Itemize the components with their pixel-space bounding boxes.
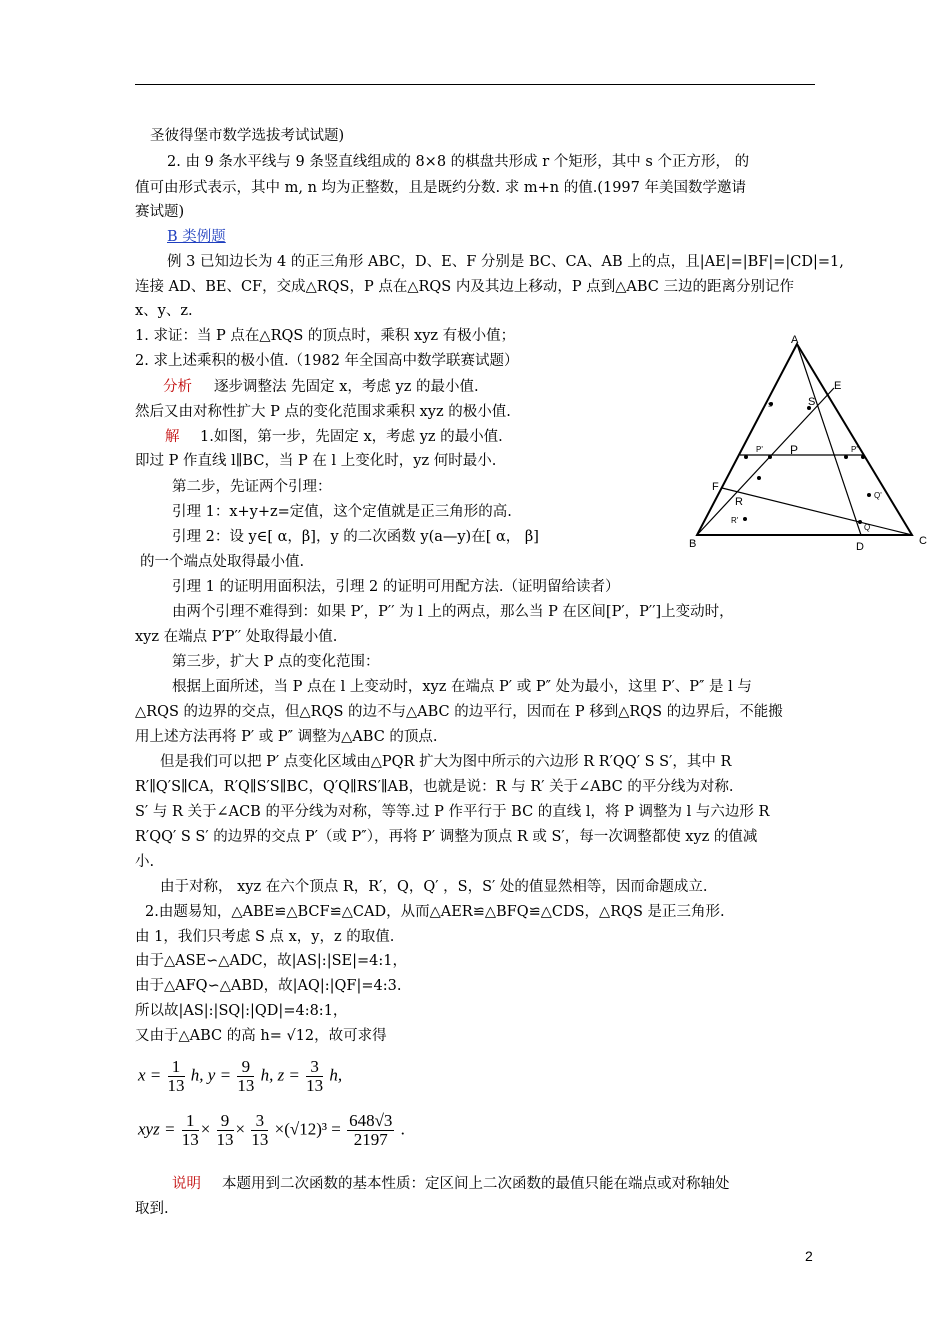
solution-label: 解 [165, 429, 180, 445]
text-line: 赛试题) [135, 204, 185, 220]
label-b: B [689, 538, 697, 550]
text-line: R′QQ′ S S′ 的边界的交点 P′（或 P″），再将 P′ 调整为顶点 R 或 S′，每一次调整都使 xyz 的值减 [135, 829, 758, 845]
text-line: 第三步，扩大 P 点的变化范围： [172, 654, 380, 670]
triangle-figure [680, 325, 930, 555]
formula-row-2: xyz = $\frac{1}{13}$ × $\frac{9}{13}$ × $\frac{3}{13}$ ×(√12)³ = $\frac{648√3}{2197}$ . [138, 1111, 405, 1149]
text-line: 圣彼得堡市数学选拔考试试题) [150, 128, 345, 144]
text-line: 引理 1 的证明用面积法，引理 2 的证明可用配方法.（证明留给读者） [172, 579, 620, 595]
label-q: Q [864, 523, 871, 532]
fraction: $\frac{648√3}{2197}$ [349, 1111, 393, 1149]
formula-row-1 [138, 1058, 342, 1095]
text-line: 例 3 已知边长为 4 的正三角形 ABC，D、E、F 分别是 BC、CA、AB 上的点，且|AE|=|BF|=|CD|=1, [167, 254, 844, 270]
text-line: xyz 在端点 P′P′′ 处取得最小值. [135, 629, 338, 645]
label-p: P [790, 443, 799, 457]
text-line: 1.如图，第一步，先固定 x，考虑 yz 的最小值. [200, 429, 503, 445]
label-e: E [834, 380, 842, 392]
fraction: $\frac{9}{13}$ [216, 1111, 234, 1149]
point-dot [861, 455, 865, 459]
text-line: 由于对称， xyz 在六个顶点 R，R′，Q，Q′ ，S，S′ 处的值显然相等，因而命题成立. [160, 879, 708, 895]
label-f: F [712, 481, 719, 493]
label-a: A [791, 334, 799, 346]
label-c: C [919, 535, 927, 547]
label-q-prime: Q' [874, 491, 882, 500]
text-line: 2.由题易知，△ABE≌△BCF≌△CAD，从而△AER≌△BFQ≌△CDS，△RQS 是正三角形. [145, 904, 725, 920]
analysis-label: 分析 [163, 379, 192, 395]
point-dot [858, 520, 862, 524]
formula-text: ×(√12)³ = [274, 1119, 341, 1139]
label-r-prime: R' [731, 516, 739, 525]
text-line: 2. 求上述乘积的极小值.（1982 年全国高中数学联赛试题） [135, 353, 519, 369]
point-dot [867, 493, 871, 497]
label-d: D [856, 541, 864, 553]
label-s: S [808, 396, 816, 408]
formula-text: h, y = [190, 1065, 232, 1085]
formula-text: xyz = [138, 1119, 176, 1139]
text-line: 由于△ASE∽△ADC，故|AS|:|SE|=4:1， [135, 953, 407, 969]
formula-text: . [400, 1119, 405, 1139]
label-r: R [735, 496, 743, 508]
text-line: R′∥Q′S∥CA，R′Q∥S′S∥BC，Q′Q∥RS′∥AB，也就是说：R 与 R′ 关于∠ABC 的平分线为对称. [135, 779, 734, 795]
text-line: x、y、z. [135, 303, 193, 319]
point-dot [743, 517, 747, 521]
text-line: 即过 P 作直线 l∥BC，当 P 在 l 上变化时，yz 何时最小. [135, 453, 497, 469]
cevian-cf [722, 488, 912, 535]
fraction: $\frac{1}{13}$ [167, 1057, 185, 1095]
text-line: 由于△AFQ∽△ABD，故|AQ|:|QF|=4:3. [135, 978, 402, 994]
text-line: 然后又由对称性扩大 P 点的变化范围求乘积 xyz 的极小值. [135, 404, 511, 420]
text-line: 值可由形式表示，其中 m, n 均为正整数，且是既约分数. 求 m+n 的值.(1997 年美国数学邀请 [135, 180, 746, 196]
cevian-ad [797, 344, 861, 535]
text-line: 第二步，先证两个引理： [172, 479, 332, 495]
point-dot [744, 455, 748, 459]
text-line: 小. [135, 854, 155, 870]
text-line: 逐步调整法 先固定 x，考虑 yz 的最小值. [214, 379, 479, 395]
text-line: 根据上面所述，当 P 点在 l 上变动时，xyz 在端点 P′ 或 P″ 处为最小，这里 P′、P″ 是 l 与 [172, 679, 752, 695]
point-dot [757, 476, 761, 480]
text-line: 所以故|AS|:|SQ|:|QD|=4:8:1， [135, 1003, 348, 1019]
triangle-abc [697, 344, 912, 535]
text-line: 引理 1：x+y+z=定值，这个定值就是正三角形的高. [172, 504, 512, 520]
fraction: $\frac{3}{13}$ [306, 1057, 324, 1095]
cevian-be [697, 388, 834, 535]
formula-text: h, [329, 1065, 343, 1085]
formula-text: h, z = [260, 1065, 300, 1085]
text-line: 2. 由 9 条水平线与 9 条竖直线组成的 8×8 的棋盘共形成 r 个矩形，其中 s 个正方形， 的 [167, 154, 750, 170]
page-number: 2 [805, 1248, 813, 1264]
fraction: $\frac{3}{13}$ [251, 1111, 269, 1149]
label-s-prime: S' [768, 403, 774, 409]
text-line: △RQS 的边界的交点，但△RQS 的边不与△ABC 的边平行，因而在 P 移到△RQS 的边界后，不能搬 [135, 704, 783, 720]
text-line: 1. 求证：当 P 点在△RQS 的顶点时，乘积 xyz 有极小值； [135, 328, 516, 344]
text-line: 由 1，我们只考虑 S 点 x，y，z 的取值. [135, 929, 395, 945]
text-line: 又由于△ABC 的高 h= √12，故可求得 [135, 1028, 387, 1044]
section-link-b-examples[interactable]: B 类例题 [167, 229, 226, 245]
text-line: 连接 AD、BE、CF，交成△RQS，P 点在△RQS 内及其边上移动，P 点到△ABC 三边的距离分别记作 [135, 279, 794, 295]
text-line: 本题用到二次函数的基本性质：定区间上二次函数的最值只能在端点或对称轴处 [222, 1176, 730, 1192]
text-line: 的一个端点处取得最小值. [140, 554, 305, 570]
point-dot [768, 455, 772, 459]
text-line: 用上述方法再将 P′ 或 P″ 调整为△ABC 的顶点. [135, 729, 438, 745]
label-p-double-prime: P" [851, 445, 860, 454]
text-line: S′ 与 R 关于∠ACB 的平分线为对称，等等.过 P 作平行于 BC 的直线 l，将 P 调整为 l 与六边形 R [135, 804, 770, 820]
text-line: 由两个引理不难得到：如果 P′，P′′ 为 l 上的两点，那么当 P 在区间[P′，P′′]上变动时， [172, 604, 734, 620]
fraction: $\frac{1}{13}$ [181, 1111, 199, 1149]
point-dot [844, 455, 848, 459]
text-line: 取到. [135, 1201, 169, 1217]
text-line: 但是我们可以把 P′ 点变化区域由△PQR 扩大为图中所示的六边形 R R′QQ′ S S′，其中 R [160, 754, 732, 770]
header-rule [135, 84, 815, 85]
label-p-prime: P' [756, 445, 763, 454]
remark-label: 说明 [172, 1176, 201, 1192]
text-line: 引理 2：设 y∈[ α，β]，y 的二次函数 y(a—y)在[ α， β] [172, 529, 539, 545]
fraction: $\frac{9}{13}$ [237, 1057, 255, 1095]
formula-text: x = [138, 1065, 162, 1085]
